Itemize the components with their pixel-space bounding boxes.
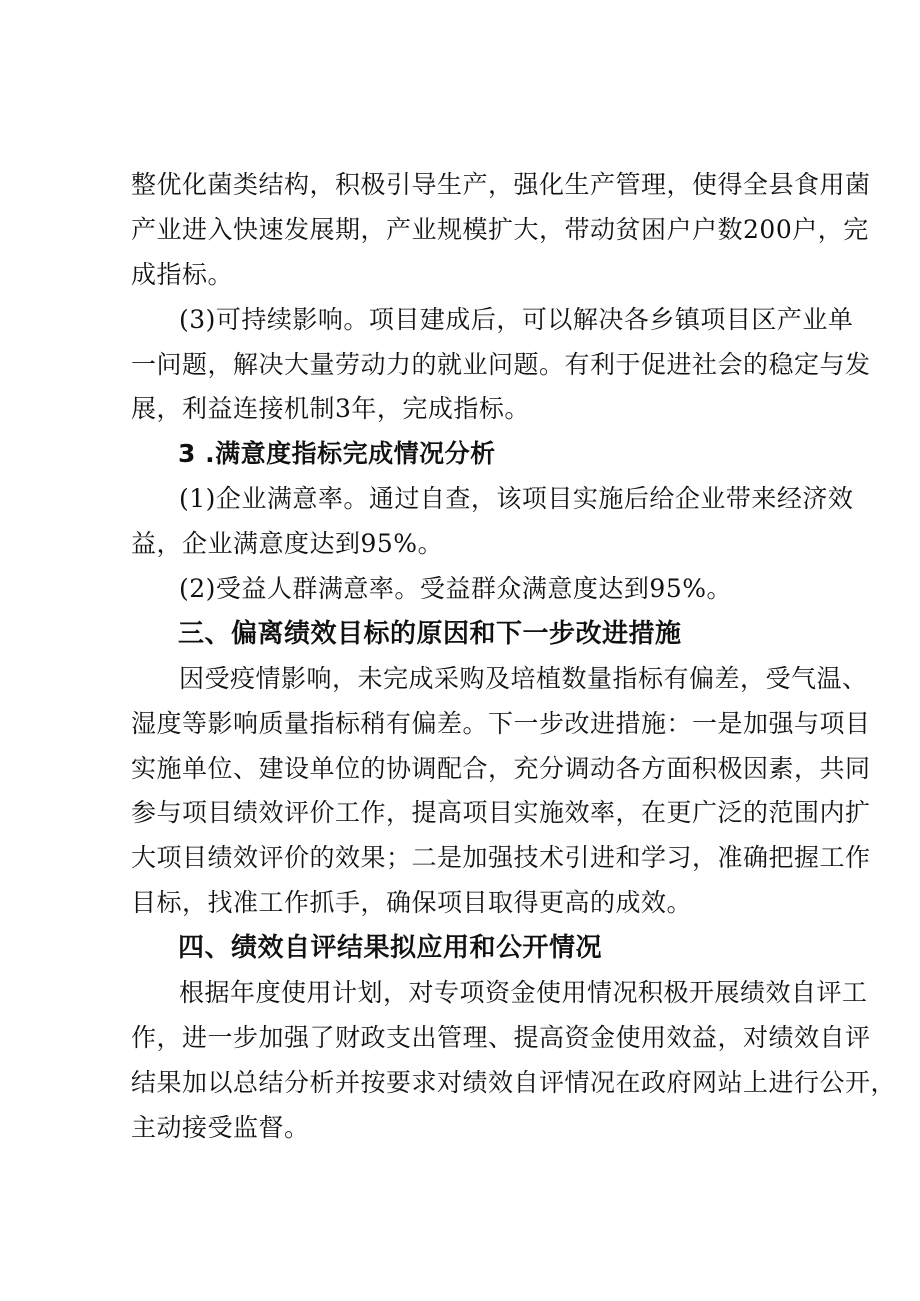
text-line: 结果加以总结分析并按要求对绩效自评情况在政府网站上进行公开， [131, 1067, 897, 1097]
text-line: 湿度等影响质量指标稍有偏差。下一步改进措施：一是加强与项目 [131, 708, 871, 738]
section-heading [131, 432, 813, 477]
text-line: 实施单位、建设单位的协调配合，充分调动各方面积极因素，共同 [131, 753, 871, 783]
text-line: 大项目绩效评价的效果；二是加强技术引进和学习，准确把握工作 [131, 843, 871, 873]
text-line: 作，进一步加强了财政支出管理、提高资金使用效益，对绩效自评 [131, 1022, 871, 1052]
heading-text: 3 .满意度指标完成情况分析 [178, 439, 496, 469]
text-line: (3)可持续影响。项目建成后，可以解决各乡镇项目区产业单 [179, 304, 854, 334]
paragraph [131, 298, 871, 433]
heading-text: 四、绩效自评结果拟应用和公开情况 [178, 933, 603, 964]
paragraph [131, 477, 854, 567]
text-line: 产业进入快速发展期，产业规模扩大，带动贫困户户数200户，完 [131, 214, 869, 244]
section-heading [131, 926, 813, 971]
text-line: 主动接受监督。 [131, 1112, 310, 1142]
text-line: 一问题，解决大量劳动力的就业问题。有利于促进社会的稳定与发 [131, 349, 871, 379]
text-line: (2)受益人群满意率。受益群众满意度达到95%。 [179, 574, 732, 604]
document-page [131, 163, 897, 1151]
heading-text: 三、偏离绩效目标的原因和下一步改进措施 [178, 618, 682, 649]
text-line: 目标，找准工作抓手，确保项目取得更高的成效。 [131, 888, 693, 918]
paragraph [131, 971, 897, 1151]
text-line: 因受疫情影响，未完成采购及培植数量指标有偏差，受气温、 [179, 663, 868, 693]
text-line: 参与项目绩效评价工作，提高项目实施效率，在更广泛的范围内扩 [131, 798, 871, 828]
text-line: 益，企业满意度达到95%。 [131, 529, 444, 559]
text-line: 成指标。 [131, 259, 234, 289]
paragraph [131, 163, 871, 298]
text-line: (1)企业满意率。通过自查，该项目实施后给企业带来经济效 [179, 484, 854, 514]
section-heading [131, 612, 813, 657]
paragraph [131, 657, 871, 926]
text-line: 根据年度使用计划，对专项资金使用情况积极开展绩效自评工 [179, 978, 868, 1008]
text-line: 整优化菌类结构，积极引导生产，强化生产管理，使得全县食用菌 [131, 170, 871, 199]
paragraph [131, 567, 813, 612]
text-line: 展，利益连接机制3年，完成指标。 [131, 394, 530, 424]
